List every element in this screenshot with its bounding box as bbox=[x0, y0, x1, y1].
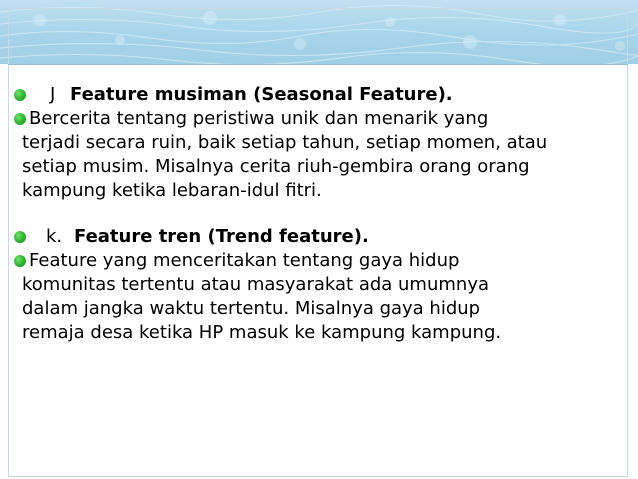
section1-body bbox=[14, 107, 618, 203]
green-bullet-icon bbox=[14, 255, 26, 267]
slide-content bbox=[14, 83, 618, 443]
section2-heading: Feature tren (Trend feature). bbox=[74, 226, 369, 247]
section-gap bbox=[14, 203, 618, 225]
green-bullet-icon bbox=[14, 89, 26, 101]
section1-heading-row bbox=[14, 83, 618, 107]
section1-body-line: Bercerita tentang peristiwa unik dan menarik yang bbox=[29, 108, 489, 129]
section1-body-line: kampung ketika lebaran-idul fitri. bbox=[22, 180, 322, 201]
section2-body-line: komunitas tertentu atau masyarakat ada umumnya bbox=[22, 274, 489, 295]
section1-heading: Feature musiman (Seasonal Feature). bbox=[70, 84, 453, 105]
section2-marker: k. bbox=[46, 226, 63, 247]
section1-body-line: terjadi secara ruin, baik setiap tahun, setiap momen, atau bbox=[22, 132, 548, 153]
section1-body-line: setiap musim. Misalnya cerita riuh-gembira orang orang bbox=[22, 156, 530, 177]
section2-body-line: dalam jangka waktu tertentu. Misalnya gaya hidup bbox=[22, 298, 481, 319]
section1-marker: J bbox=[50, 84, 56, 105]
green-bullet-icon bbox=[14, 113, 26, 125]
section2-body bbox=[14, 249, 618, 345]
section2-body-line: Feature yang menceritakan tentang gaya hidup bbox=[29, 250, 460, 271]
header-divider bbox=[8, 64, 628, 65]
section2-body-line: remaja desa ketika HP masuk ke kampung kampung. bbox=[22, 322, 502, 343]
green-bullet-icon bbox=[14, 231, 26, 243]
section2-heading-row bbox=[14, 225, 618, 249]
